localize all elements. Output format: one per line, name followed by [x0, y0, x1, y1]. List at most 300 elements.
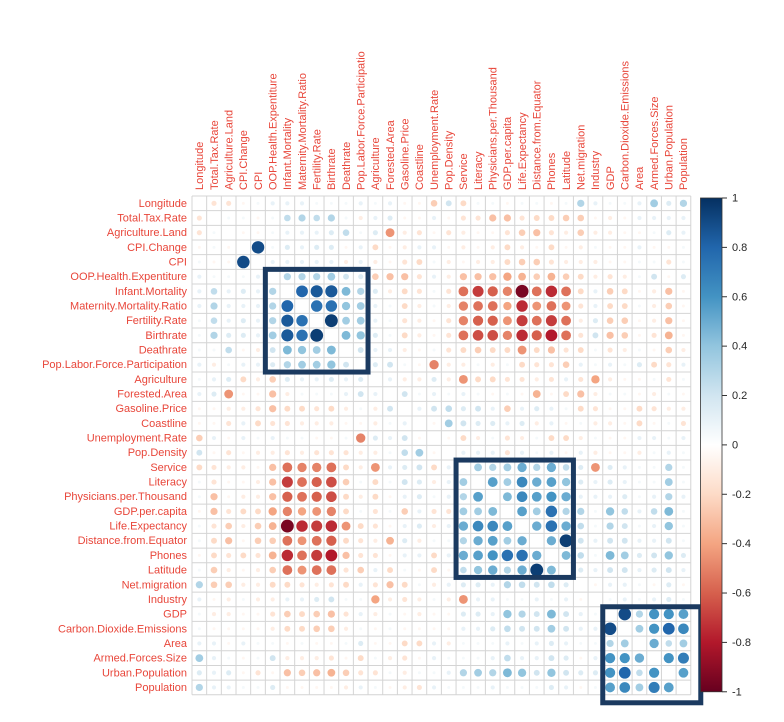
corr-cell [286, 437, 289, 440]
column-label: Infant.Mortality [282, 117, 295, 190]
corr-cell [593, 304, 597, 308]
corr-cell [638, 466, 641, 469]
corr-cell [578, 406, 584, 412]
column-label: Industry [590, 150, 603, 190]
corr-cell [211, 480, 216, 485]
corr-cell [637, 362, 642, 367]
corr-circles [195, 199, 689, 693]
corr-cell [240, 508, 246, 514]
corr-cell [636, 420, 642, 426]
corr-cell [285, 231, 289, 235]
corr-cell [623, 378, 626, 381]
corr-cell [637, 553, 642, 558]
corr-cell [359, 231, 362, 234]
corr-cell [682, 393, 685, 396]
corr-cell [403, 363, 406, 366]
corr-cell [579, 612, 583, 616]
corr-cell [667, 407, 671, 411]
corr-cell [282, 536, 292, 546]
corr-cell [373, 509, 378, 514]
corr-cell [227, 495, 230, 498]
corr-cell [447, 437, 450, 440]
corr-cell [269, 493, 276, 500]
corr-cell [682, 583, 685, 586]
corr-cell [372, 494, 378, 500]
colorbar-gradient [701, 198, 723, 692]
corr-cell [284, 669, 291, 676]
corr-cell [403, 685, 407, 689]
corr-cell [418, 202, 421, 205]
column-label: Coastline [414, 144, 427, 190]
corr-cell [198, 246, 201, 249]
corr-cell [664, 507, 673, 516]
corr-cell [682, 246, 685, 249]
corr-cell [312, 565, 322, 575]
corr-cell [359, 216, 363, 220]
corr-cell [327, 361, 335, 369]
corr-cell [623, 422, 626, 425]
colorbar-tick-label: -0.8 [732, 636, 751, 649]
corr-cell [359, 583, 363, 587]
corr-cell [592, 332, 598, 338]
corr-cell [579, 451, 583, 455]
corr-cell [417, 685, 422, 690]
corr-cell [609, 407, 612, 410]
corr-cell [300, 656, 304, 660]
corr-cell [594, 349, 597, 352]
corr-cell [226, 670, 231, 675]
row-labels [42, 198, 188, 694]
corr-cell [489, 464, 496, 471]
corr-cell [432, 392, 436, 396]
colorbar-tick-label: 0.8 [732, 241, 748, 254]
corr-cell [311, 285, 323, 297]
corr-cell [665, 288, 672, 295]
column-label: Agriculture [370, 137, 383, 190]
corr-cell [561, 492, 570, 501]
corr-cell [532, 316, 542, 326]
corr-cell [312, 492, 322, 502]
corr-cell [516, 300, 527, 311]
corr-cell [506, 686, 509, 689]
corr-cell [518, 346, 527, 355]
row-label: Net.migration [121, 579, 187, 592]
corr-cell [197, 289, 201, 293]
corr-cell [315, 583, 319, 587]
corr-cell [198, 539, 201, 542]
corr-cell [198, 613, 201, 616]
corr-cell [388, 201, 392, 205]
corr-cell [579, 319, 583, 323]
corr-cell [328, 596, 334, 602]
corr-cell [224, 390, 233, 399]
corr-cell [198, 627, 201, 630]
corr-cell [418, 569, 421, 572]
corr-cell [281, 520, 294, 533]
corr-cell [283, 507, 292, 516]
corr-cell [344, 260, 348, 264]
corr-cell [447, 553, 451, 557]
corr-cell [314, 450, 319, 455]
corr-cell [667, 437, 670, 440]
corr-cell [521, 393, 524, 396]
corr-cell [491, 612, 495, 616]
corr-cell [606, 522, 613, 529]
corr-cell [637, 509, 641, 513]
corr-cell [359, 422, 362, 425]
corr-cell [328, 406, 334, 412]
column-label: CPI [252, 171, 265, 190]
corr-cell [520, 377, 525, 382]
corr-cell [300, 245, 304, 249]
corr-cell [681, 436, 685, 440]
corr-cell [356, 433, 365, 442]
corr-cell [606, 551, 615, 560]
corr-cell [579, 686, 582, 689]
corr-cell [227, 642, 230, 645]
corr-cell [565, 407, 568, 410]
corr-cell [298, 566, 307, 575]
corr-cell [286, 642, 289, 645]
corr-cell [637, 539, 641, 543]
corr-cell [548, 625, 556, 633]
corr-cell [213, 451, 216, 454]
corr-cell [549, 641, 554, 646]
corr-cell [562, 478, 570, 486]
corr-cell [433, 422, 436, 425]
corr-cell [447, 613, 450, 616]
corr-cell [593, 201, 597, 205]
corr-cell [505, 435, 510, 440]
corr-cell [240, 376, 246, 382]
corr-cell [623, 393, 626, 396]
corr-cell [561, 286, 571, 296]
corr-cell [488, 507, 497, 516]
corr-cell [255, 508, 261, 514]
corr-cell [666, 230, 671, 235]
corr-cell [578, 538, 584, 544]
corr-cell [667, 275, 670, 278]
corr-cell [270, 612, 275, 617]
corr-cell [622, 567, 628, 573]
corr-cell [211, 201, 216, 206]
corr-cell [577, 229, 584, 236]
column-label: Literacy [472, 151, 485, 190]
corr-cell [474, 508, 482, 516]
corr-cell [213, 246, 216, 249]
corr-cell [622, 538, 628, 544]
corr-cell [432, 583, 436, 587]
row-label: Infant.Mortality [114, 285, 187, 298]
corr-cell [461, 627, 465, 631]
corr-cell [388, 436, 392, 440]
corr-cell [227, 289, 231, 293]
corr-cell [432, 245, 436, 249]
corr-cell [665, 640, 672, 647]
corr-cell [619, 682, 630, 693]
corr-cell [326, 300, 337, 311]
corr-cell [459, 375, 468, 384]
corr-cell [198, 261, 201, 264]
corr-cell [242, 217, 245, 220]
corr-cell [562, 551, 571, 560]
corr-cell [282, 492, 292, 502]
corr-cell [326, 477, 337, 488]
corr-cell [638, 378, 641, 381]
corr-cell [301, 642, 304, 645]
corr-cell [373, 612, 377, 616]
corr-cell [679, 609, 689, 619]
corr-cell [503, 316, 512, 325]
corr-cell [343, 274, 349, 280]
corr-cell [679, 668, 689, 678]
corr-cell [242, 275, 245, 278]
corr-cell [283, 346, 292, 355]
corr-cell [312, 507, 321, 516]
corr-cell [609, 261, 612, 264]
corr-cell [198, 349, 201, 352]
corr-cell [665, 347, 672, 354]
corr-cell [213, 407, 216, 410]
corr-cell [649, 639, 658, 648]
corr-cell [564, 347, 569, 352]
corr-cell [269, 288, 276, 295]
corr-cell [256, 363, 260, 367]
column-label: CPI.Change [238, 130, 251, 190]
corr-cell [533, 229, 540, 236]
corr-cell [226, 553, 231, 558]
column-label: Population [678, 138, 691, 190]
colorbar-tick-label: -0.6 [732, 587, 751, 600]
corr-cell [315, 421, 319, 425]
corr-cell [548, 273, 556, 281]
corr-cell [300, 260, 304, 264]
corr-cell [532, 477, 541, 486]
corr-cell [401, 508, 408, 515]
corr-cell [681, 348, 685, 352]
corr-cell [461, 451, 465, 455]
corr-cell [326, 565, 336, 575]
column-label: GDP [604, 166, 617, 190]
corr-cell [636, 610, 643, 617]
corr-cell [477, 393, 480, 396]
corr-cell [593, 670, 598, 675]
corr-cell [459, 478, 467, 486]
corr-cell [240, 552, 246, 558]
corr-cell [359, 260, 363, 264]
corr-cell [606, 332, 613, 339]
corr-cell [325, 550, 337, 562]
corr-cell [504, 214, 511, 221]
corr-cell [532, 521, 541, 530]
corr-cell [296, 285, 308, 297]
corr-cell [242, 671, 245, 674]
corr-cell [623, 597, 627, 601]
corr-cell [227, 304, 231, 308]
corr-cell [197, 363, 201, 367]
row-label: Deathrate [138, 344, 187, 357]
corr-cell [521, 202, 524, 205]
corr-cell [271, 201, 275, 205]
corr-cell [503, 610, 511, 618]
corr-cell [532, 551, 541, 560]
corr-cell [359, 201, 363, 205]
corr-cell [517, 565, 526, 574]
corr-cell [301, 437, 304, 440]
row-label: Area [163, 637, 187, 650]
corr-cell [374, 627, 377, 630]
corr-cell [623, 275, 627, 279]
corr-cell [269, 464, 276, 471]
corr-cell [284, 215, 291, 222]
corr-cell [433, 613, 436, 616]
corr-cell [227, 568, 231, 572]
corr-cell [638, 598, 641, 601]
corr-cell [667, 451, 671, 455]
corr-cell [549, 451, 553, 455]
corr-cell [563, 464, 570, 471]
corr-cell [594, 246, 597, 249]
corr-cell [403, 377, 407, 381]
corr-cell [521, 598, 524, 601]
corr-cell [504, 625, 511, 632]
corr-cell [197, 392, 201, 396]
corr-cell [446, 318, 451, 323]
corr-cell [477, 657, 480, 660]
corr-cell [637, 245, 641, 249]
corr-cell [447, 671, 451, 675]
corr-cell [196, 581, 203, 588]
corr-cell [198, 334, 201, 337]
corr-cell [256, 319, 260, 323]
corr-cell [241, 421, 245, 425]
corr-cell [579, 598, 582, 601]
corr-cell [623, 217, 626, 220]
corr-cell [210, 508, 217, 515]
corr-cell [298, 507, 306, 515]
corr-cell [227, 685, 231, 689]
corr-cell [433, 290, 436, 293]
corr-cell [227, 597, 231, 601]
corr-cell [623, 363, 626, 366]
corr-cell [638, 261, 641, 264]
corr-cell [681, 363, 685, 367]
corr-cell [359, 495, 363, 499]
corr-cell [315, 642, 318, 645]
corr-cell [389, 554, 392, 557]
corr-cell [389, 334, 392, 337]
corr-cell [505, 421, 509, 425]
corr-cell [593, 406, 598, 411]
corr-cell [301, 686, 304, 689]
corr-cell [621, 317, 628, 324]
corr-cell [417, 480, 422, 485]
corr-cell [579, 422, 582, 425]
corr-cell [506, 363, 509, 366]
corr-cell [665, 493, 672, 500]
corr-cell [665, 331, 673, 339]
corr-cell [388, 656, 392, 660]
corr-cell [652, 216, 656, 220]
corr-cell [521, 686, 524, 689]
colorbar-tick-labels [732, 193, 751, 699]
corr-cell [652, 495, 656, 499]
corr-cell [345, 642, 348, 645]
corr-cell [389, 481, 392, 484]
column-label: Latitude [560, 150, 573, 190]
corr-cell [534, 362, 539, 367]
corr-cell [358, 523, 364, 529]
corr-cell [563, 435, 569, 441]
corr-cell [358, 655, 364, 661]
corr-cell [198, 525, 201, 528]
corr-cell [534, 406, 539, 411]
colorbar-tick-label: 0.4 [732, 340, 748, 353]
corr-cell [516, 550, 527, 561]
corr-cell [460, 493, 467, 500]
corr-cell [299, 582, 304, 587]
row-label: Birthrate [145, 329, 187, 342]
corr-cell [431, 200, 438, 207]
corr-cell [604, 623, 617, 636]
corr-cell [638, 231, 641, 234]
corr-cell [401, 449, 408, 456]
corr-cell [682, 466, 685, 469]
corr-cell [300, 597, 304, 601]
corr-cell [607, 538, 613, 544]
corr-cell [343, 582, 349, 588]
colorbar-ticks [722, 198, 727, 692]
corr-cell [491, 583, 495, 587]
corr-cell [285, 450, 290, 455]
corr-cell [282, 463, 292, 473]
corr-cell [548, 244, 554, 250]
corr-cell [593, 451, 597, 455]
corr-cell [653, 261, 656, 264]
corr-cell [402, 538, 407, 543]
corr-cell [591, 463, 600, 472]
corr-cell [417, 274, 422, 279]
corr-cell [504, 405, 511, 412]
corr-cell [432, 275, 436, 279]
corr-cell [343, 494, 349, 500]
column-label: Armed.Forces.Size [648, 96, 661, 190]
corr-cell [417, 333, 421, 337]
corr-cell [488, 477, 498, 487]
corr-cell [447, 686, 450, 689]
corr-cell [386, 537, 394, 545]
corr-cell [299, 626, 305, 632]
corr-cell [418, 583, 421, 586]
corr-cell [635, 653, 644, 662]
corr-cell [532, 492, 542, 502]
corr-cell [579, 260, 583, 264]
corr-cell [211, 581, 218, 588]
corr-cell [532, 330, 542, 340]
corr-cell [578, 377, 583, 382]
corr-cell [623, 437, 626, 440]
corr-cell [666, 582, 671, 587]
corr-cell [491, 597, 495, 601]
corr-cell [298, 536, 307, 545]
row-label: Coastline [141, 417, 187, 430]
corr-cell [256, 377, 260, 381]
corr-cell [327, 273, 335, 281]
corr-cell [652, 406, 657, 411]
corr-cell [682, 261, 685, 264]
corr-cell [285, 201, 289, 205]
corr-cell [593, 480, 597, 484]
